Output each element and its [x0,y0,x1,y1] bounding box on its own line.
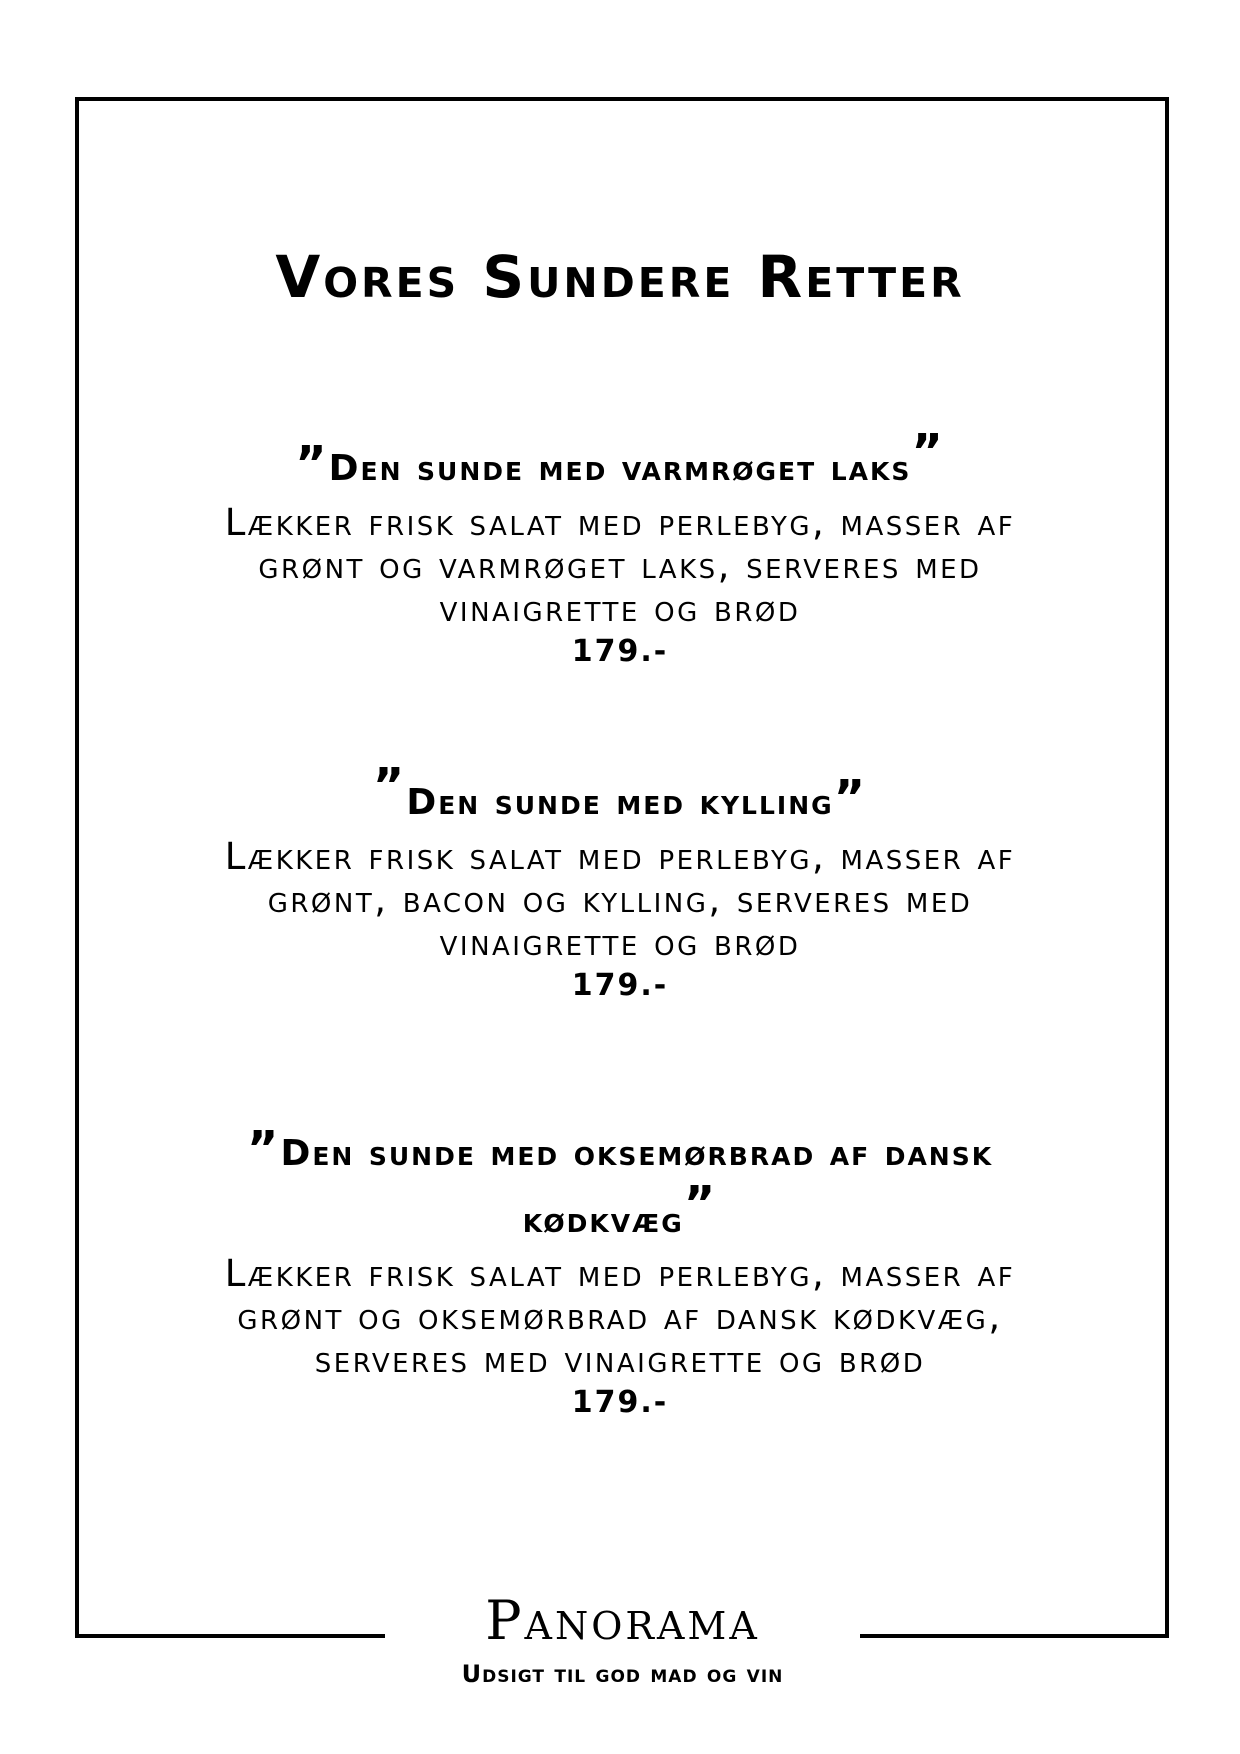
dish-description-line: Lækker frisk salat med perlebyg, masser af [224,501,1016,544]
dish-price: 179.- [571,1385,669,1420]
dish-description-line: serveres med vinaigrette og brød [314,1338,926,1381]
dish-description-line: Lækker frisk salat med perlebyg, masser af [224,835,1016,878]
dish-item [100,424,1140,674]
dish-item [100,758,1140,1008]
dish-description-line: grønt, bacon og kylling, serveres med [267,878,973,921]
dish-name: ”Den sunde med kylling” [372,758,868,826]
dish-description-line: vinaigrette og brød [439,587,801,630]
brand-name: Panorama [485,1589,760,1652]
brand-tagline: Udsigt til god mad og vin [461,1660,784,1688]
dish-description-line: vinaigrette og brød [439,921,801,964]
dish-name: ”Den sunde med varmrøget laks” [295,424,945,492]
frame-right-border [1165,97,1169,1638]
dish-name-continuation: kødkvæg” [522,1176,718,1241]
dish-description-line: grønt og oksemørbrad af dansk kødkvæg, [237,1295,1003,1338]
dish-price: 179.- [571,968,669,1003]
page-title: Vores Sundere Retter [275,243,965,311]
dish-description-line: grønt og varmrøget laks, serveres med [258,544,982,587]
frame-bottom-right-border [860,1634,1169,1638]
dish-price: 179.- [571,634,669,669]
dish-name: ”Den sunde med oksemørbrad af dansk [246,1121,994,1177]
frame-bottom-left-border [75,1634,385,1638]
dish-item [100,1118,1140,1425]
frame-left-border [75,97,79,1638]
frame-top-border [75,97,1169,101]
dish-description-line: Lækker frisk salat med perlebyg, masser af [224,1252,1016,1295]
